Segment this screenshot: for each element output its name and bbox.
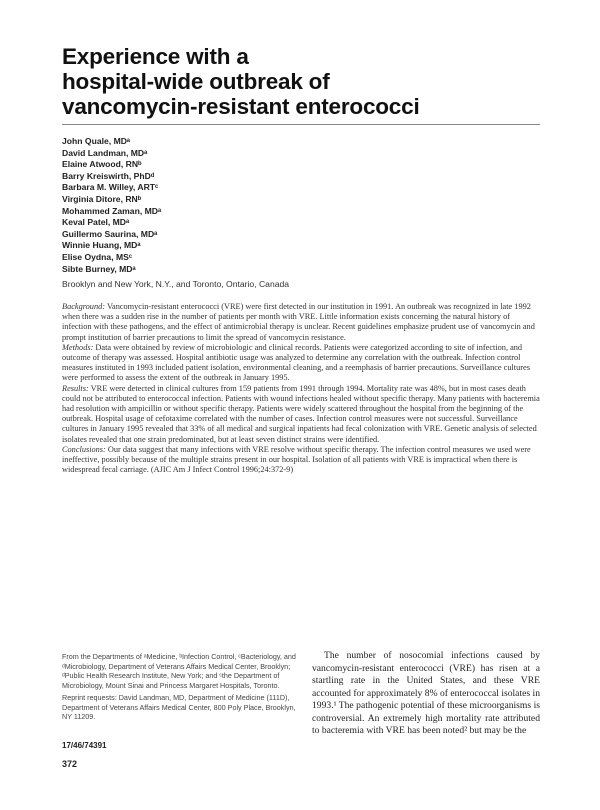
abstract-conclusions: Conclusions: Our data suggest that many infections with VRE resolve without specific therapy. The infection control measures we used were ineffective, possibly because of the multiple strains present in our hospital. Isolation of all patients with VRE is impractical when there is widespread fecal carriage. (AJIC Am J Infect Control 1996;24:372-9) [62,444,531,475]
footnote-affiliations: From the Departments of ᵃMedicine, ᵇInfection Control, ᶜBacteriology, and ᵈMicrobiology, Department of Veterans Affairs Medical Center, Brooklyn; ᵈPublic Health Research Institute, New York; and ᶜthe Department of Microbiology, Mount Sinai and Princess Margaret Hospitals, Toronto. [62,652,296,690]
author: Elaine Atwood, RNᵇ [62,159,142,170]
abstract-methods: Methods: Data were obtained by review of microbiologic and clinical records. Patients were categorized according to site of infection, and outcome of therapy was assessed. Hospital antibiotic usage was analyzed to determine any correlation with the outbreak. Infection control measures instituted in 1993 included patient isolation, environmental cleaning, and a reemphasis of barrier precautions. Surveillance cultures were performed to assess the extent of the outbreak in January 1995. [62,342,530,383]
body-column [312,650,540,738]
abstract-label: Background: [62,302,106,311]
article-title [62,44,532,119]
author: Keval Patel, MDᵃ [62,217,130,228]
author: Sibte Burney, MDᵃ [62,263,136,274]
article-code: 17/46/74391 [62,741,107,750]
author: David Landman, MDᵃ [62,147,148,158]
author: Winnie Huang, MDᵃ [62,240,141,251]
title-rule [62,124,540,125]
abstract-results: Results: VRE were detected in clinical cultures from 159 patients from 1991 through 1994. Mortality rate was 48%, but in most cases death could not be attributed to enterococcal infection. Patients with wound infections healed without specific therapy. Many patients with bacteremia had resolution with ampicillin or without specific therapy. Patients were widely scattered throughout the hospital from the beginning of the outbreak. Hospital usage of cefotaxime correlated with the number of cases. Infection control measures were not successful. Surveillance cultures in January 1995 revealed that 33% of all medical and surgical inpatients had fecal colonization with VRE. Genetic analysis of selected isolates revealed that one strain predominated, but at least seven distinct strains were identified. [62,383,540,444]
page-number: 372 [62,759,78,769]
author: Barbara M. Willey, ARTᶜ [62,182,159,193]
author-list [62,136,161,275]
author: Elise Oydna, MSᶜ [62,251,133,262]
title-line: Experience with a [62,44,249,69]
title-line: hospital-wide outbreak of [62,69,330,94]
abstract-label: Results: [62,383,89,393]
abstract-label: Conclusions: [62,444,106,454]
footnote-reprints: Reprint requests: David Landman, MD, Department of Medicine (111D), Department of Veterans Affairs Medical Center, 800 Poly Place, Brooklyn, NY 11209. [62,693,296,721]
title-line: vancomycin-resistant enterococci [62,94,420,119]
author: Barry Kreiswirth, PhDᵈ [62,170,155,181]
author: John Quale, MDᵃ [62,136,131,146]
body-paragraph: The number of nosocomial infections caused by vancomycin-resistant enterococci (VRE) has risen at a startling rate in the United States, and these VRE accounted for approximately 8% of enterococcal isolates in 1993.¹ The pathogenic potential of these microorganisms is controversial. An extremely high mortality rate attributed to bacteremia with VRE has been noted² but may be the [312,650,540,736]
author: Virginia Ditore, RNᵇ [62,193,142,204]
author: Guillermo Saurina, MDᵃ [62,228,158,239]
abstract-label: Methods: [62,342,94,352]
author-affiliation: Brooklyn and New York, N.Y., and Toronto, Ontario, Canada [62,279,290,289]
abstract-background: Background: Vancomycin-resistant enterococci (VRE) were first detected in our institution in 1991. An outbreak was recognized in late 1992 when there was a sudden rise in the number of patients per month with VRE. Little information exists concerning the natural history of infection with these pathogens, and the effect of antimicrobial therapy is unclear. Recent guidelines emphasize prudent use of vancomycin and prompt institution of barrier precautions to limit the spread of vancomycin resistance. [62,302,535,342]
author: Mohammed Zaman, MDᵃ [62,205,162,216]
abstract [62,302,540,475]
footnotes [62,652,300,725]
